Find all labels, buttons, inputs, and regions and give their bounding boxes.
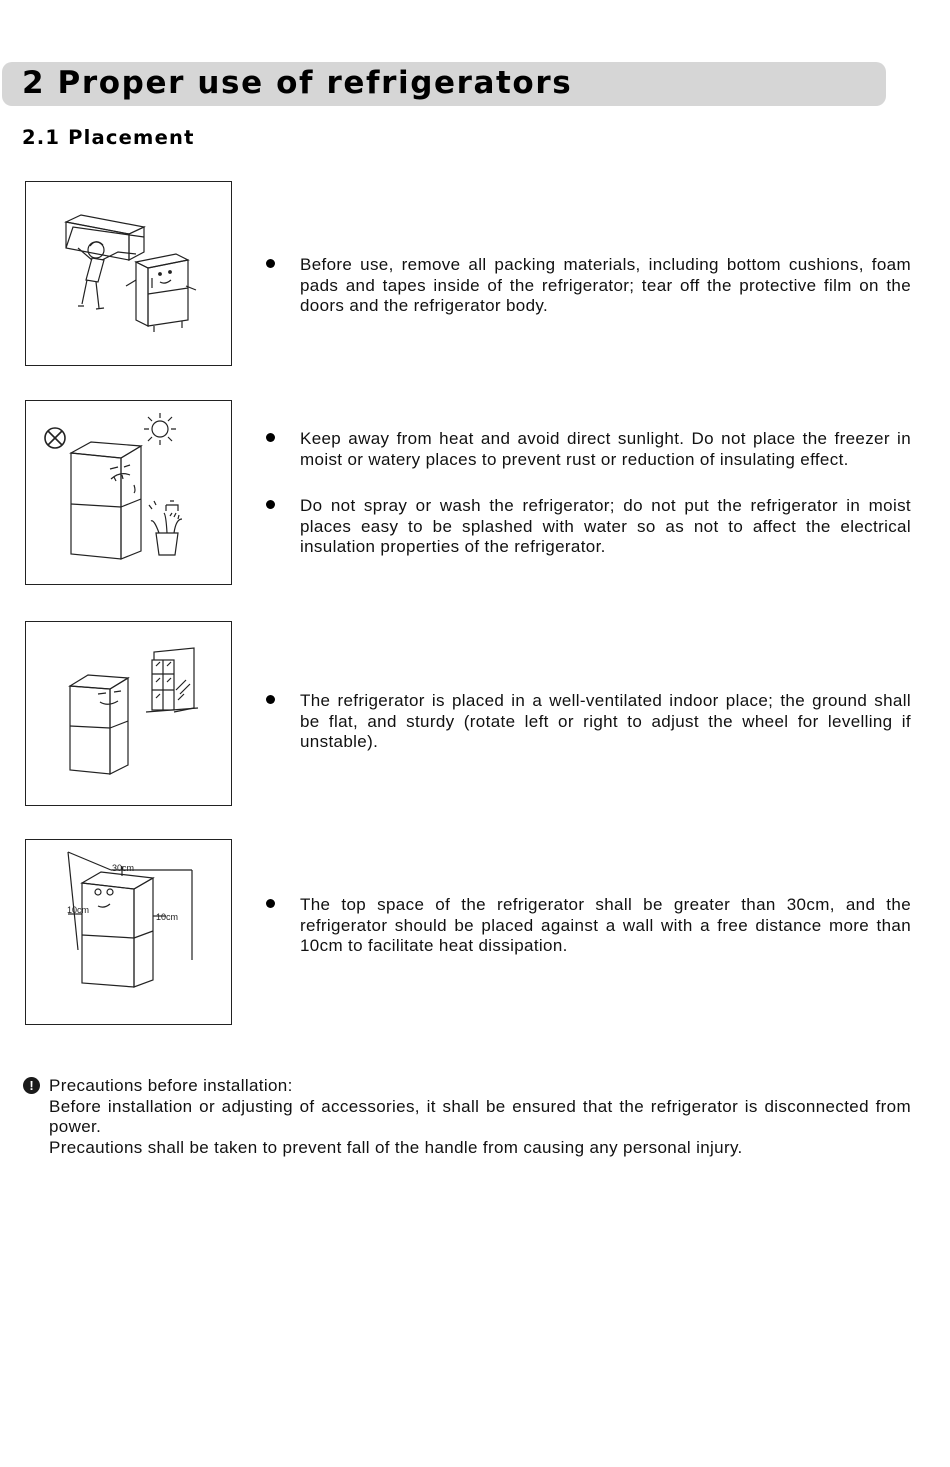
bullet-text: Before use, remove all packing materials, including bottom cushions, foam pads and tapes inside of the refrigerator; tear off the protective film on the doors and the refrigerator body. (300, 255, 911, 315)
bullet-icon (266, 259, 275, 268)
bullet-text: Do not spray or wash the refrigerator; do not put the refrigerator in moist places easy to be splashed with water so as not to affect the electrical insulation properties of the refrigerator. (300, 496, 911, 556)
precautions-heading: Precautions before installation: (49, 1076, 293, 1095)
ventilation-illustration (25, 621, 232, 806)
bullet-item (266, 895, 911, 957)
bullet-item (266, 429, 911, 470)
precautions-line: Precautions shall be taken to prevent fall of the handle from causing any personal injury. (49, 1137, 743, 1157)
bullet-icon (266, 433, 275, 442)
bullet-icon (266, 695, 275, 704)
clearance-illustration (25, 839, 232, 1025)
precautions-note (23, 1076, 911, 1158)
subsection-title: 2.1 Placement (22, 126, 195, 149)
bullet-text: The refrigerator is placed in a well-ventilated indoor place; the ground shall be flat, and sturdy (rotate left or right to adjust the wheel for levelling if unstable). (300, 691, 911, 751)
placement-item-clearance (266, 895, 911, 957)
top-gap-label: 30cm (112, 863, 135, 873)
bullet-item (266, 691, 911, 753)
bullet-text: The top space of the refrigerator shall be greater than 30cm, and the refrigerator should be placed against a wall with a free distance more than 10cm to facilitate heat dissipation. (300, 895, 911, 955)
right-gap-label: 10cm (156, 912, 179, 922)
placement-item-ventilation (266, 691, 911, 753)
bullet-item (266, 496, 911, 558)
bullet-text: Keep away from heat and avoid direct sunlight. Do not place the freezer in moist or watery places to prevent rust or reduction of insulating effect. (300, 429, 911, 469)
bullet-icon (266, 500, 275, 509)
heat-sunlight-illustration (25, 400, 232, 585)
bullet-icon (266, 899, 275, 908)
precautions-line: Before installation or adjusting of accessories, it shall be ensured that the refrigerator is disconnected from power. (49, 1096, 911, 1136)
placement-item-unpacking (266, 255, 911, 317)
section-title: 2 Proper use of refrigerators (22, 65, 573, 101)
bullet-item (266, 255, 911, 317)
placement-item-heat-moisture (266, 429, 911, 558)
unpacking-illustration (25, 181, 232, 366)
exclamation-icon: ! (23, 1077, 40, 1094)
left-gap-label: 10cm (67, 905, 90, 915)
